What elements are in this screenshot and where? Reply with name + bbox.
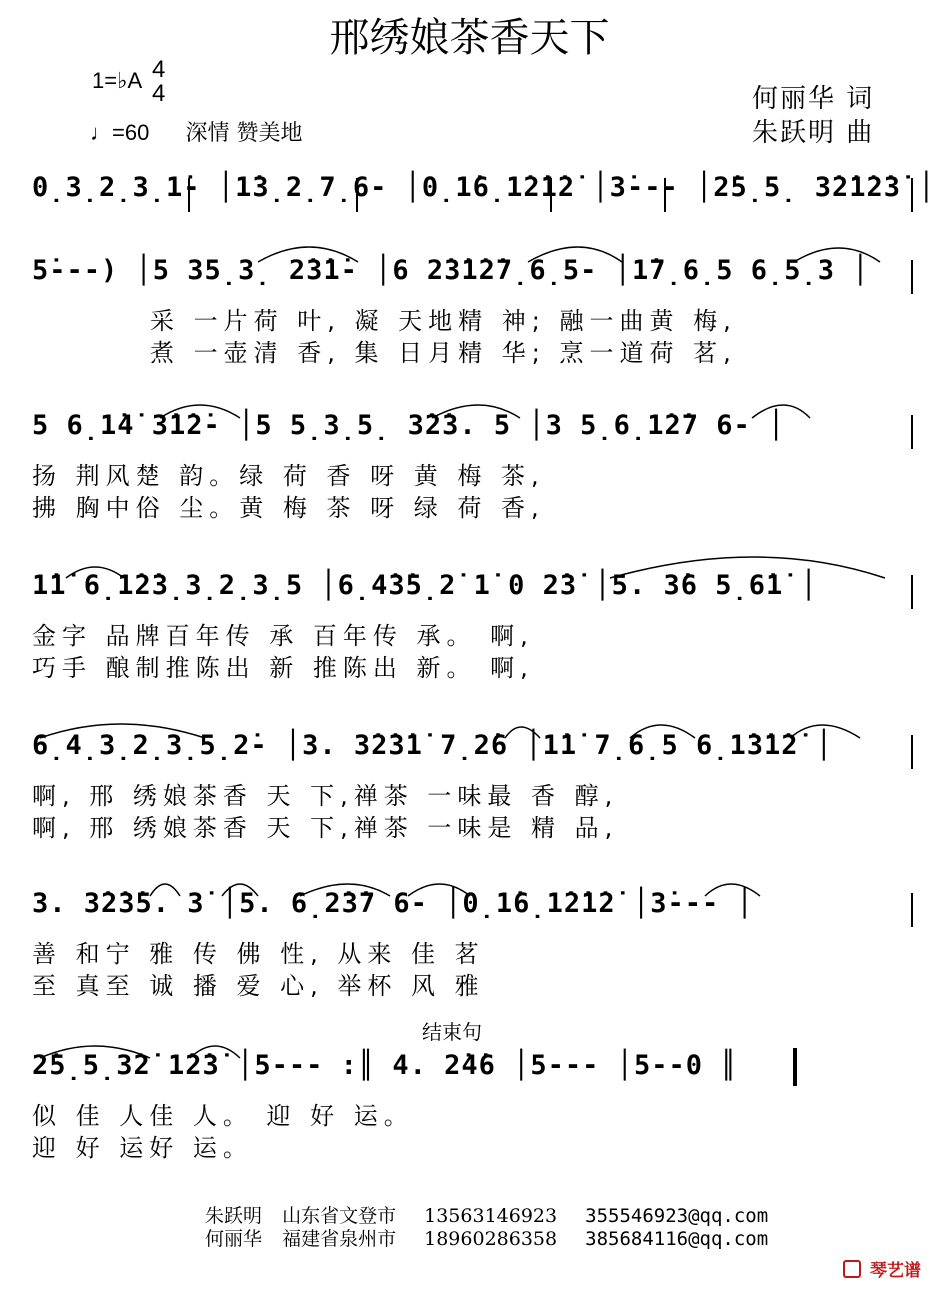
tempo-value: ♩=60 — [90, 120, 150, 145]
notation-line: 0̣3̣2̣3̣1̇- │1̇3̣2̣7̣6- │0̣1̇6̣1̇2̇1̇2̇ │3̇--- │2̇5̣5̣ 3̇2̇1̇2̇3̇ │ — [32, 172, 936, 203]
lyric-verse-2: 拂 胸中俗 尘。黄 梅 茶 呀 绿 荷 香, — [32, 494, 545, 522]
slur — [432, 405, 520, 418]
time-signature-top: 4 — [152, 56, 166, 83]
slur — [40, 1046, 150, 1058]
notation-line: 1̇1̇ 6̣1̇2̇3̣3̣2̣3̣5 │6̣4̇3̇5̣2̇ 1̇ 0 2̇3̇ │5. 3̇6 5̣6̇1̇ │ — [32, 570, 818, 601]
slur — [528, 247, 622, 262]
slur — [190, 1046, 240, 1058]
contact-name: 朱跃明 — [205, 1205, 263, 1227]
watermark-text: 琴艺谱 — [870, 1261, 921, 1281]
notation-line: 3. 3̇2̇3̇5. 3̇ │5. 6̣2̇3̇7 6- │0̣1̇6̣1̇2̇1̇2̇ │3̇--- │ — [32, 888, 754, 919]
notation-line: 5̇---) │5 35̣3̣ 2̇3̇1̇- │6 2̇3̇1̇2̇7̣6̣5- │1̇7̣6̣5 6̣5̣3 │ — [32, 255, 870, 286]
contact-email: 355546923@qq.com — [585, 1205, 769, 1227]
lyric-verse-1: 啊, 邢 绣娘茶香 天 下,禅茶 一味最 香 醇, — [32, 782, 619, 810]
slur — [705, 884, 760, 896]
lyric-verse-2: 迎 好 运好 运。 — [32, 1134, 253, 1162]
notation-line: 5 6̣1̇4̇ 3̇1̇2̇- │5 5̣3̣5̣ 3̇2̇3. 5 │3 5̣6̣1̇2̇7 6- │ — [32, 410, 786, 441]
contact-phone: 13563146923 — [424, 1205, 558, 1227]
ending-label: 结束句 — [422, 1020, 482, 1044]
expression-marking: 深情 赞美地 — [185, 121, 303, 146]
lyric-verse-1: 似 佳 人佳 人。 迎 好 运。 — [32, 1102, 414, 1130]
contact-name: 何丽华 — [205, 1228, 263, 1250]
notation-line: 2̇5̣5̣3̇2̇ 1̇2̇3̇ │5--- :║ 4. 2̇4̇6 │5--- │5--0 ║ — [32, 1050, 738, 1081]
contact-place: 山东省文登市 — [282, 1205, 397, 1227]
key-signature: 1=♭A — [92, 68, 143, 93]
lyric-verse-2: 啊, 邢 绣娘茶香 天 下,禅茶 一味是 精 品, — [32, 814, 619, 842]
page-title: 邢绣娘茶香天下 — [329, 15, 610, 61]
slur — [66, 567, 124, 578]
lyric-verse-1: 采 一片荷 叶, 凝 天地精 神; 融一曲黄 梅, — [150, 307, 737, 335]
slur — [160, 405, 240, 418]
lyric-verse-2: 巧手 酿制推陈出 新 推陈出 新。 啊, — [32, 654, 534, 682]
slur — [222, 884, 258, 896]
composer-credit: 朱跃明 曲 — [752, 118, 875, 148]
lyric-verse-1: 扬 荆风楚 韵。绿 荷 香 呀 黄 梅 茶, — [32, 462, 545, 490]
lyric-verse-2: 煮 一壶清 香, 集 日月精 华; 烹一道荷 茗, — [150, 339, 737, 367]
contact-place: 福建省泉州市 — [282, 1228, 397, 1250]
slur — [300, 884, 390, 896]
slur — [610, 557, 885, 578]
slur — [790, 725, 860, 738]
slur — [752, 405, 810, 418]
slur — [258, 247, 358, 262]
slur — [794, 248, 880, 262]
slur — [505, 727, 540, 738]
lyric-verse-1: 金字 品牌百年传 承 百年传 承。 啊, — [32, 622, 534, 650]
slur — [150, 884, 180, 896]
lyric-verse-1: 善 和宁 雅 传 佛 性, 从来 佳 茗 — [32, 940, 485, 968]
slur — [630, 725, 695, 738]
time-signature-bottom: 4 — [152, 80, 166, 107]
slur — [40, 724, 205, 738]
notation-line: 6̣4̣3̣2̣3̣5̣2̇- │3. 3̇2̇3̇1̇ 7̣2̇6 │1̇1̇ 7̣6̣5 6̣1̇3̇1̇2̇ │ — [32, 730, 834, 761]
lyricist-credit: 何丽华 词 — [752, 84, 875, 114]
slur — [408, 884, 470, 896]
contact-email: 385684116@qq.com — [585, 1228, 769, 1250]
lyric-verse-2: 至 真至 诚 播 爱 心, 举杯 风 雅 — [32, 972, 485, 1000]
contact-phone: 18960286358 — [424, 1228, 558, 1250]
